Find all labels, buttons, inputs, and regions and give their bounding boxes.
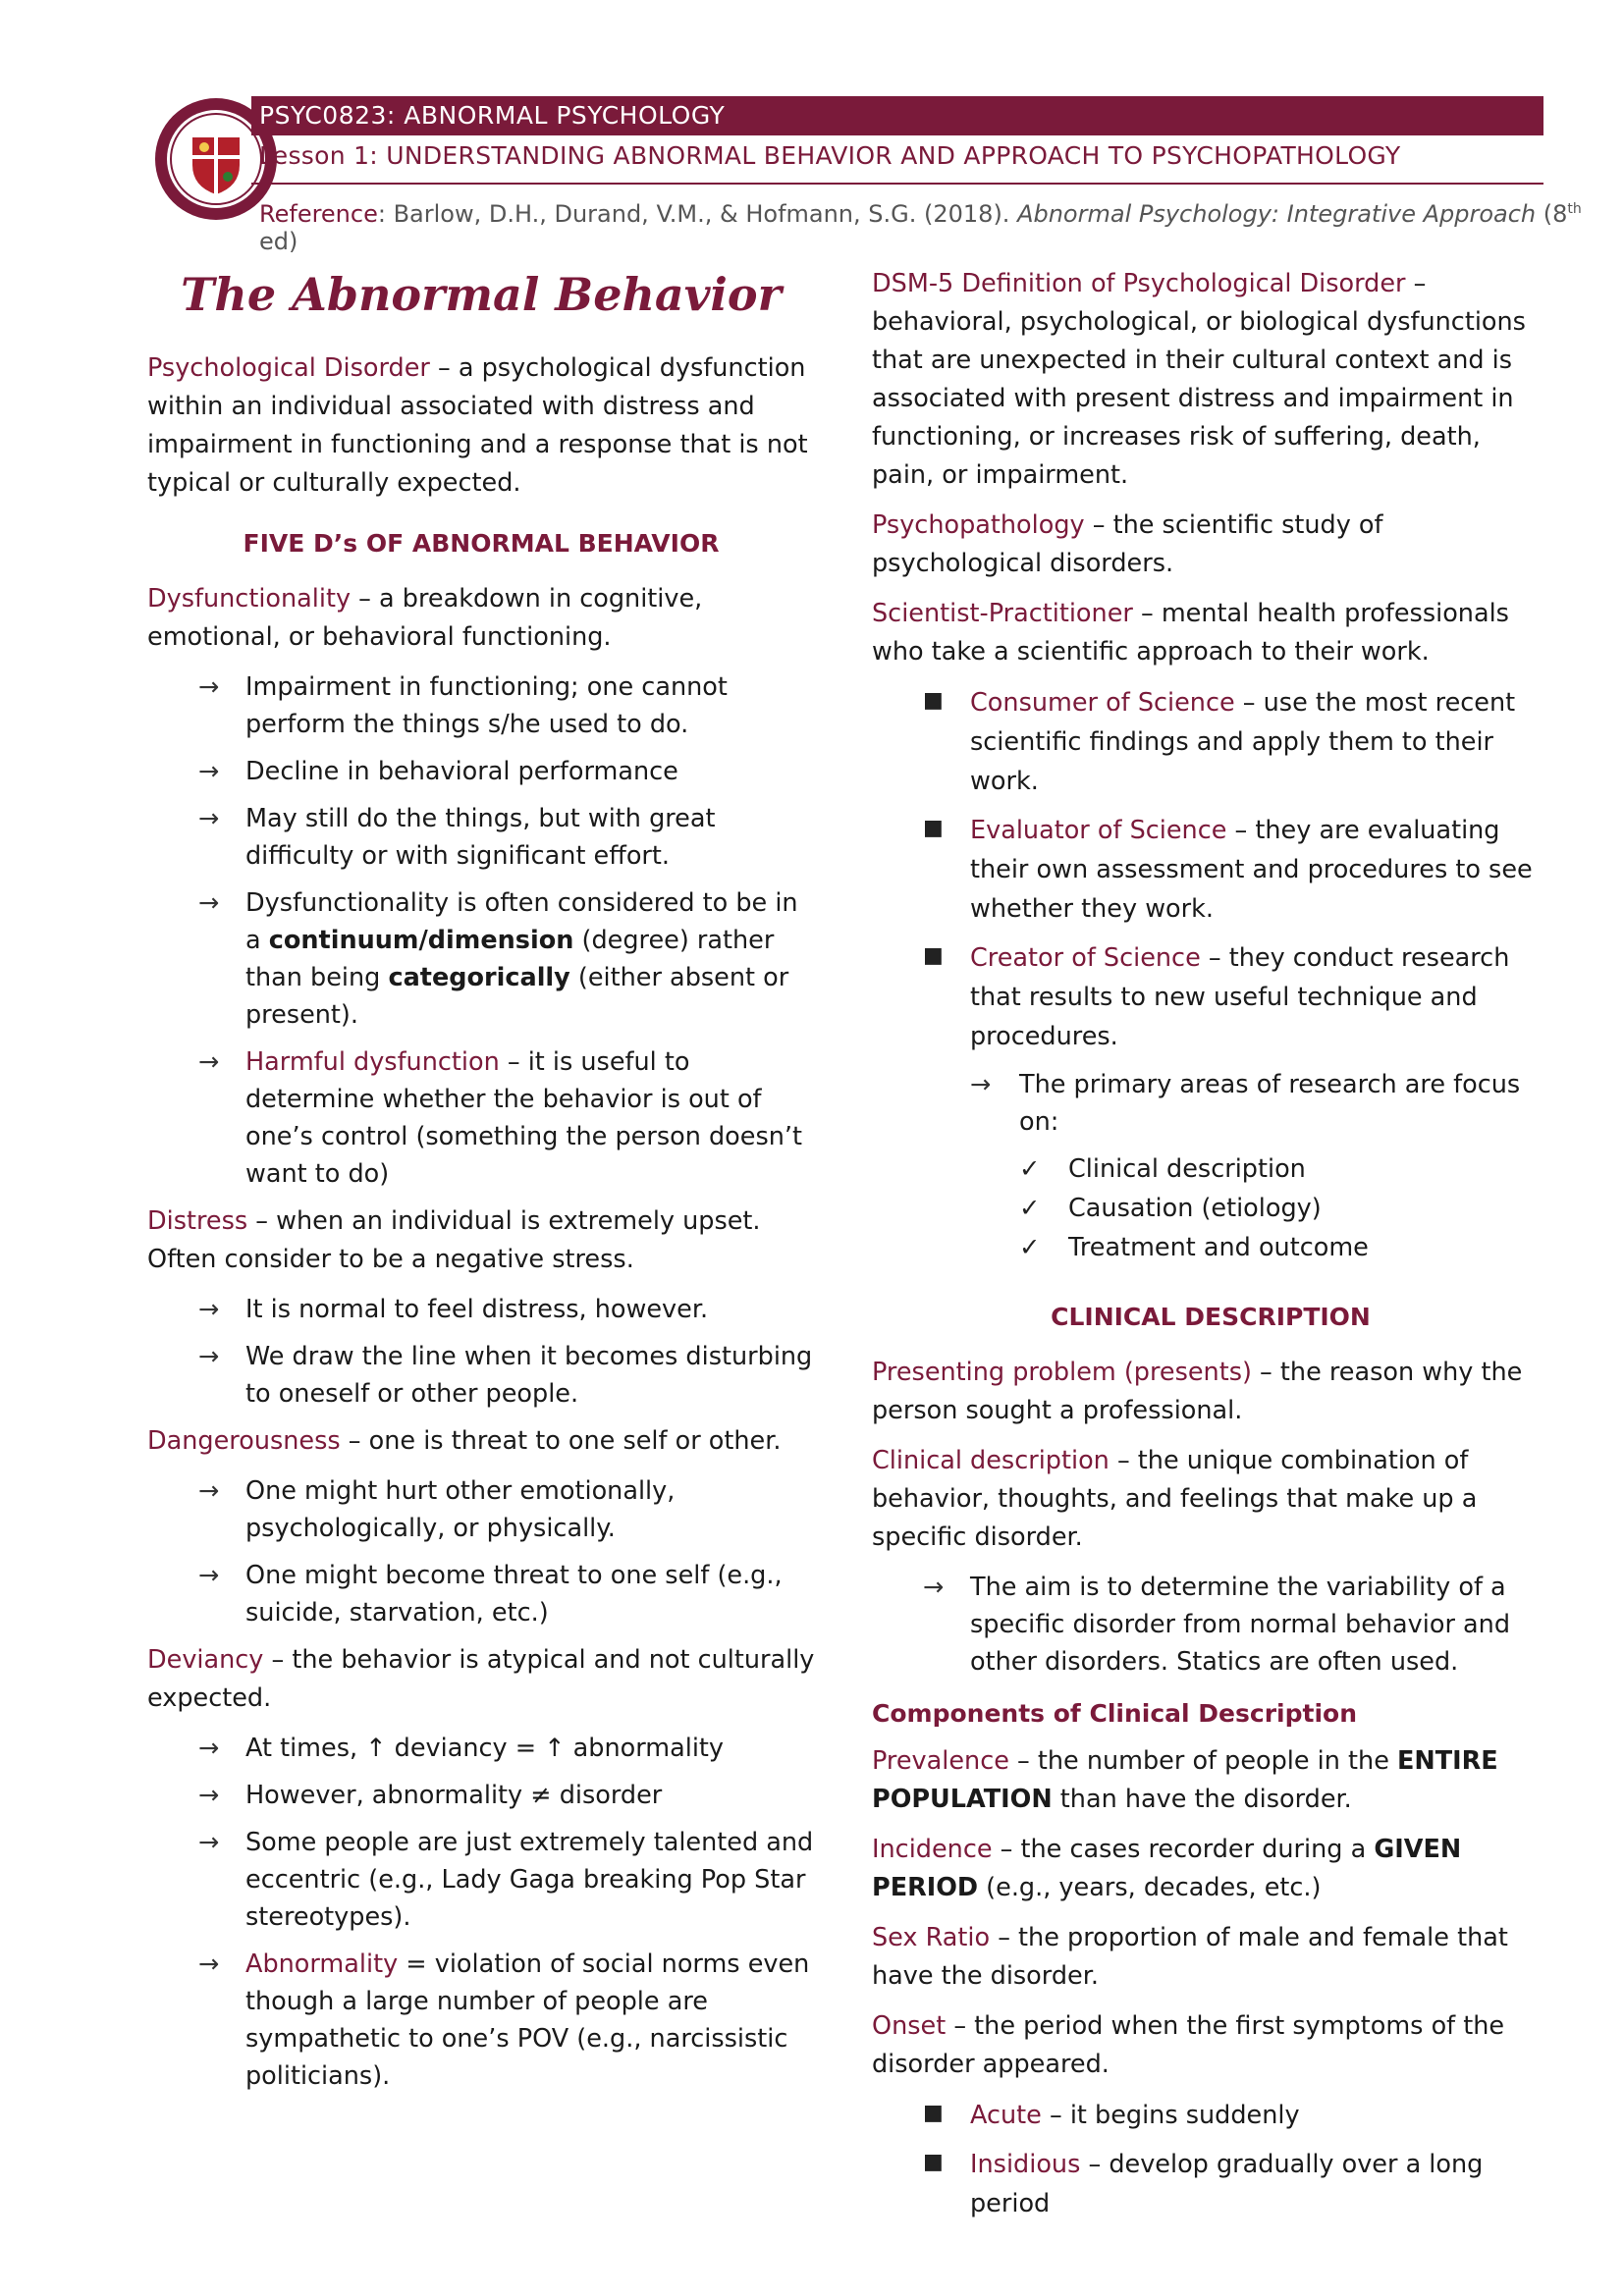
arrow-icon: → <box>198 1949 220 1979</box>
term-sex-ratio: Sex Ratio <box>872 1923 991 1952</box>
course-title: PSYC0823: ABNORMAL PSYCHOLOGY <box>251 96 1543 135</box>
list-item <box>147 800 815 875</box>
term-prevalence: Prevalence <box>872 1746 1009 1776</box>
def-text: – the proportion of male and female that have the disorder. <box>872 1923 1508 1991</box>
dsm5-definition <box>872 265 1549 495</box>
term-scientist-practitioner: Scientist-Practitioner <box>872 599 1133 628</box>
list-item <box>872 2145 1549 2223</box>
given-period-bold: GIVEN PERIOD <box>872 1835 1462 1902</box>
categorically-bold: categorically <box>388 963 570 992</box>
continuum-post: (either absent or present). <box>245 963 789 1030</box>
arrow-icon: → <box>198 1828 220 1857</box>
onset-types-list <box>872 2096 1549 2223</box>
def-text: – the behavior is atypical and not culturally expected. <box>147 1645 815 1713</box>
def-text: – the reason why the person sought a professional. <box>872 1358 1523 1425</box>
def-text: – a psychological dysfunction within an individual associated with distress and impairment in functioning and a response that is not typical or culturally expected. <box>147 353 808 498</box>
list-item-text: Decline in behavioral performance <box>245 757 678 786</box>
arrow-icon: → <box>198 888 220 918</box>
clinical-description-list <box>872 1569 1549 1681</box>
reference-edition: (8 <box>1536 200 1568 228</box>
term-insidious: Insidious <box>970 2150 1081 2179</box>
continuum-mid: (degree) rather than being <box>245 926 775 992</box>
term-psychopathology: Psychopathology <box>872 510 1085 540</box>
term-onset: Onset <box>872 2011 947 2041</box>
continuum-pre: Dysfunctionality is often considered to be in a <box>245 888 798 955</box>
dangerousness-list <box>147 1472 815 1631</box>
list-item <box>147 1777 815 1814</box>
left-column <box>147 265 815 2105</box>
list-item-text: – they are evaluating their own assessment and procedures to see whether they work. <box>970 816 1533 924</box>
deviancy-definition <box>147 1641 815 1718</box>
list-item <box>872 811 1549 929</box>
list-item-text: = violation of social norms even though a large number of people are sympathetic to one’s POV (e.g., narcissistic politicians). <box>245 1949 810 2091</box>
term-presenting-problem: Presenting problem (presents) <box>872 1358 1252 1387</box>
continuum-bold: continuum/dimension <box>268 926 574 955</box>
list-item <box>147 1557 815 1631</box>
psychopathology-definition <box>872 507 1549 583</box>
term-distress: Distress <box>147 1206 248 1236</box>
lesson-title: Lesson 1: UNDERSTANDING ABNORMAL BEHAVIOR AND APPROACH TO PSYCHOPATHOLOGY <box>259 141 1401 170</box>
prevalence-definition <box>872 1742 1549 1819</box>
clinical-description-definition <box>872 1442 1549 1557</box>
list-item <box>872 1229 1549 1266</box>
def-text: – the number of people in the <box>1008 1746 1397 1776</box>
reference-label: Reference <box>259 200 378 228</box>
square-bullet-icon: ■ <box>923 2150 944 2174</box>
entire-population-bold: ENTIRE POPULATION <box>872 1746 1498 1814</box>
incidence-definition <box>872 1831 1549 1907</box>
arrow-icon: → <box>198 1561 220 1590</box>
list-item-text: Impairment in functioning; one cannot perform the things s/he used to do. <box>245 672 728 739</box>
distress-list <box>147 1291 815 1413</box>
list-item <box>872 2096 1549 2135</box>
square-bullet-icon: ■ <box>923 943 944 968</box>
def-text: (e.g., years, decades, etc.) <box>978 1873 1322 1902</box>
list-item-text: One might become threat to one self (e.g., suicide, starvation, etc.) <box>245 1561 783 1628</box>
list-item-text: We draw the line when it becomes disturbing to oneself or other people. <box>245 1342 813 1409</box>
arrow-icon: → <box>923 1573 945 1602</box>
reference-book-title: Abnormal Psychology: Integrative Approach <box>1017 200 1537 228</box>
list-item-text: The primary areas of research are focus on: <box>1019 1070 1521 1137</box>
term-deviancy: Deviancy <box>147 1645 264 1675</box>
list-item-text: It is normal to feel distress, however. <box>245 1295 709 1324</box>
list-item-text: However, abnormality ≠ disorder <box>245 1781 663 1810</box>
arrow-icon: → <box>970 1070 992 1099</box>
sex-ratio-definition <box>872 1919 1549 1996</box>
presenting-problem-definition <box>872 1354 1549 1430</box>
arrow-icon: → <box>198 1342 220 1371</box>
list-item-text: Clinical description <box>1068 1154 1306 1184</box>
square-bullet-icon: ■ <box>923 2101 944 2125</box>
list-item <box>872 938 1549 1056</box>
term-incidence: Incidence <box>872 1835 993 1864</box>
list-item-text: – develop gradually over a long period <box>970 2150 1484 2218</box>
list-item <box>872 683 1549 801</box>
arrow-icon: → <box>198 1476 220 1506</box>
term-dysfunctionality: Dysfunctionality <box>147 584 352 614</box>
list-item <box>147 1472 815 1547</box>
list-item <box>872 1569 1549 1681</box>
five-ds-heading: FIVE D’s OF ABNORMAL BEHAVIOR <box>243 529 720 558</box>
list-item-text: Causation (etiology) <box>1068 1194 1322 1223</box>
square-bullet-icon: ■ <box>923 688 944 713</box>
def-text: – behavioral, psychological, or biological dysfunctions that are unexpected in their cultural context and is associated with present distress and impairment in functioning, or increases risk of suffering, death, pain, or impairment. <box>872 269 1526 490</box>
scientist-roles-list <box>872 683 1549 1056</box>
research-note-list <box>872 1066 1549 1141</box>
distress-definition <box>147 1202 815 1279</box>
list-item-text: May still do the things, but with great difficulty or with significant effort. <box>245 804 716 871</box>
def-text: – the period when the first symptoms of the disorder appeared. <box>872 2011 1505 2079</box>
arrow-icon: → <box>198 1781 220 1810</box>
list-item <box>147 753 815 790</box>
list-item <box>872 1066 1549 1141</box>
def-text: – the scientific study of psychological disorders. <box>872 510 1383 578</box>
def-text: – the unique combination of behavior, thoughts, and feelings that make up a specific disorder. <box>872 1446 1478 1552</box>
list-item <box>872 1150 1549 1188</box>
list-item <box>147 1730 815 1767</box>
reference-edition-sup: th <box>1567 201 1582 217</box>
psych-disorder-definition <box>147 349 815 503</box>
reference-edition-end: ed) <box>259 228 298 255</box>
right-column <box>872 265 1549 2233</box>
dysfunctionality-definition <box>147 580 815 657</box>
arrow-icon: → <box>198 757 220 786</box>
list-item-text: Treatment and outcome <box>1068 1233 1369 1262</box>
def-text: – mental health professionals who take a scientific approach to their work. <box>872 599 1509 667</box>
list-item <box>147 884 815 1034</box>
list-item-text: – it is useful to determine whether the behavior is out of one’s control (something the person doesn’t want to do) <box>245 1047 803 1189</box>
def-text: – when an individual is extremely upset. Often consider to be a negative stress. <box>147 1206 761 1274</box>
page-title: The Abnormal Behavior <box>181 268 782 321</box>
arrow-icon: → <box>198 672 220 702</box>
term-abnormality: Abnormality <box>245 1949 399 1979</box>
checkmark-icon: ✓ <box>1019 1233 1041 1262</box>
term-acute: Acute <box>970 2101 1042 2130</box>
deviancy-list <box>147 1730 815 2095</box>
list-item <box>872 1190 1549 1227</box>
scientist-practitioner-definition <box>872 595 1549 671</box>
arrow-icon: → <box>198 804 220 833</box>
list-item-text: Some people are just extremely talented and eccentric (e.g., Lady Gaga breaking Pop Star stereotypes). <box>245 1828 814 1932</box>
onset-definition <box>872 2007 1549 2084</box>
square-bullet-icon: ■ <box>923 816 944 840</box>
research-areas-list <box>872 1150 1549 1266</box>
arrow-icon: → <box>198 1295 220 1324</box>
checkmark-icon: ✓ <box>1019 1194 1041 1223</box>
list-item-text: The aim is to determine the variability of a specific disorder from normal behavior and other disorders. Statics are often used. <box>970 1573 1511 1677</box>
list-item-text: – it begins suddenly <box>1041 2101 1300 2130</box>
def-text: – one is threat to one self or other. <box>340 1426 782 1456</box>
list-item <box>147 1291 815 1328</box>
term-creator-of-science: Creator of Science <box>970 943 1201 973</box>
list-item <box>147 1946 815 2095</box>
term-consumer-of-science: Consumer of Science <box>970 688 1235 718</box>
checkmark-icon: ✓ <box>1019 1154 1041 1184</box>
term-clinical-description: Clinical description <box>872 1446 1110 1475</box>
def-text: – a breakdown in cognitive, emotional, or behavioral functioning. <box>147 584 703 652</box>
header-divider <box>251 183 1543 185</box>
list-item-text: One might hurt other emotionally, psychologically, or physically. <box>245 1476 676 1543</box>
def-text: – the cases recorder during a <box>992 1835 1375 1864</box>
arrow-icon: → <box>198 1734 220 1763</box>
dysfunctionality-list <box>147 668 815 1193</box>
def-text: than have the disorder. <box>1052 1785 1352 1814</box>
list-item-text: At times, ↑ deviancy = ↑ abnormality <box>245 1734 725 1763</box>
dangerousness-definition <box>147 1422 815 1461</box>
reference-line <box>259 200 1624 255</box>
list-item-text: – they conduct research that results to new useful technique and procedures. <box>970 943 1510 1051</box>
term-harmful-dysfunction: Harmful dysfunction <box>245 1047 500 1077</box>
list-item <box>147 1338 815 1413</box>
list-item <box>147 1043 815 1193</box>
term-dangerousness: Dangerousness <box>147 1426 341 1456</box>
list-item <box>147 1824 815 1936</box>
term-psychological-disorder: Psychological Disorder <box>147 353 430 383</box>
components-heading: Components of Clinical Description <box>872 1699 1357 1728</box>
term-dsm5: DSM-5 Definition of Psychological Disorder <box>872 269 1406 298</box>
list-item-text: – use the most recent scientific findings and apply them to their work. <box>970 688 1516 796</box>
clinical-description-heading: CLINICAL DESCRIPTION <box>1051 1303 1371 1331</box>
arrow-icon: → <box>198 1047 220 1077</box>
reference-authors: : Barlow, D.H., Durand, V.M., & Hofmann, S.G. (2018). <box>377 200 1018 228</box>
term-evaluator-of-science: Evaluator of Science <box>970 816 1227 845</box>
list-item <box>147 668 815 743</box>
